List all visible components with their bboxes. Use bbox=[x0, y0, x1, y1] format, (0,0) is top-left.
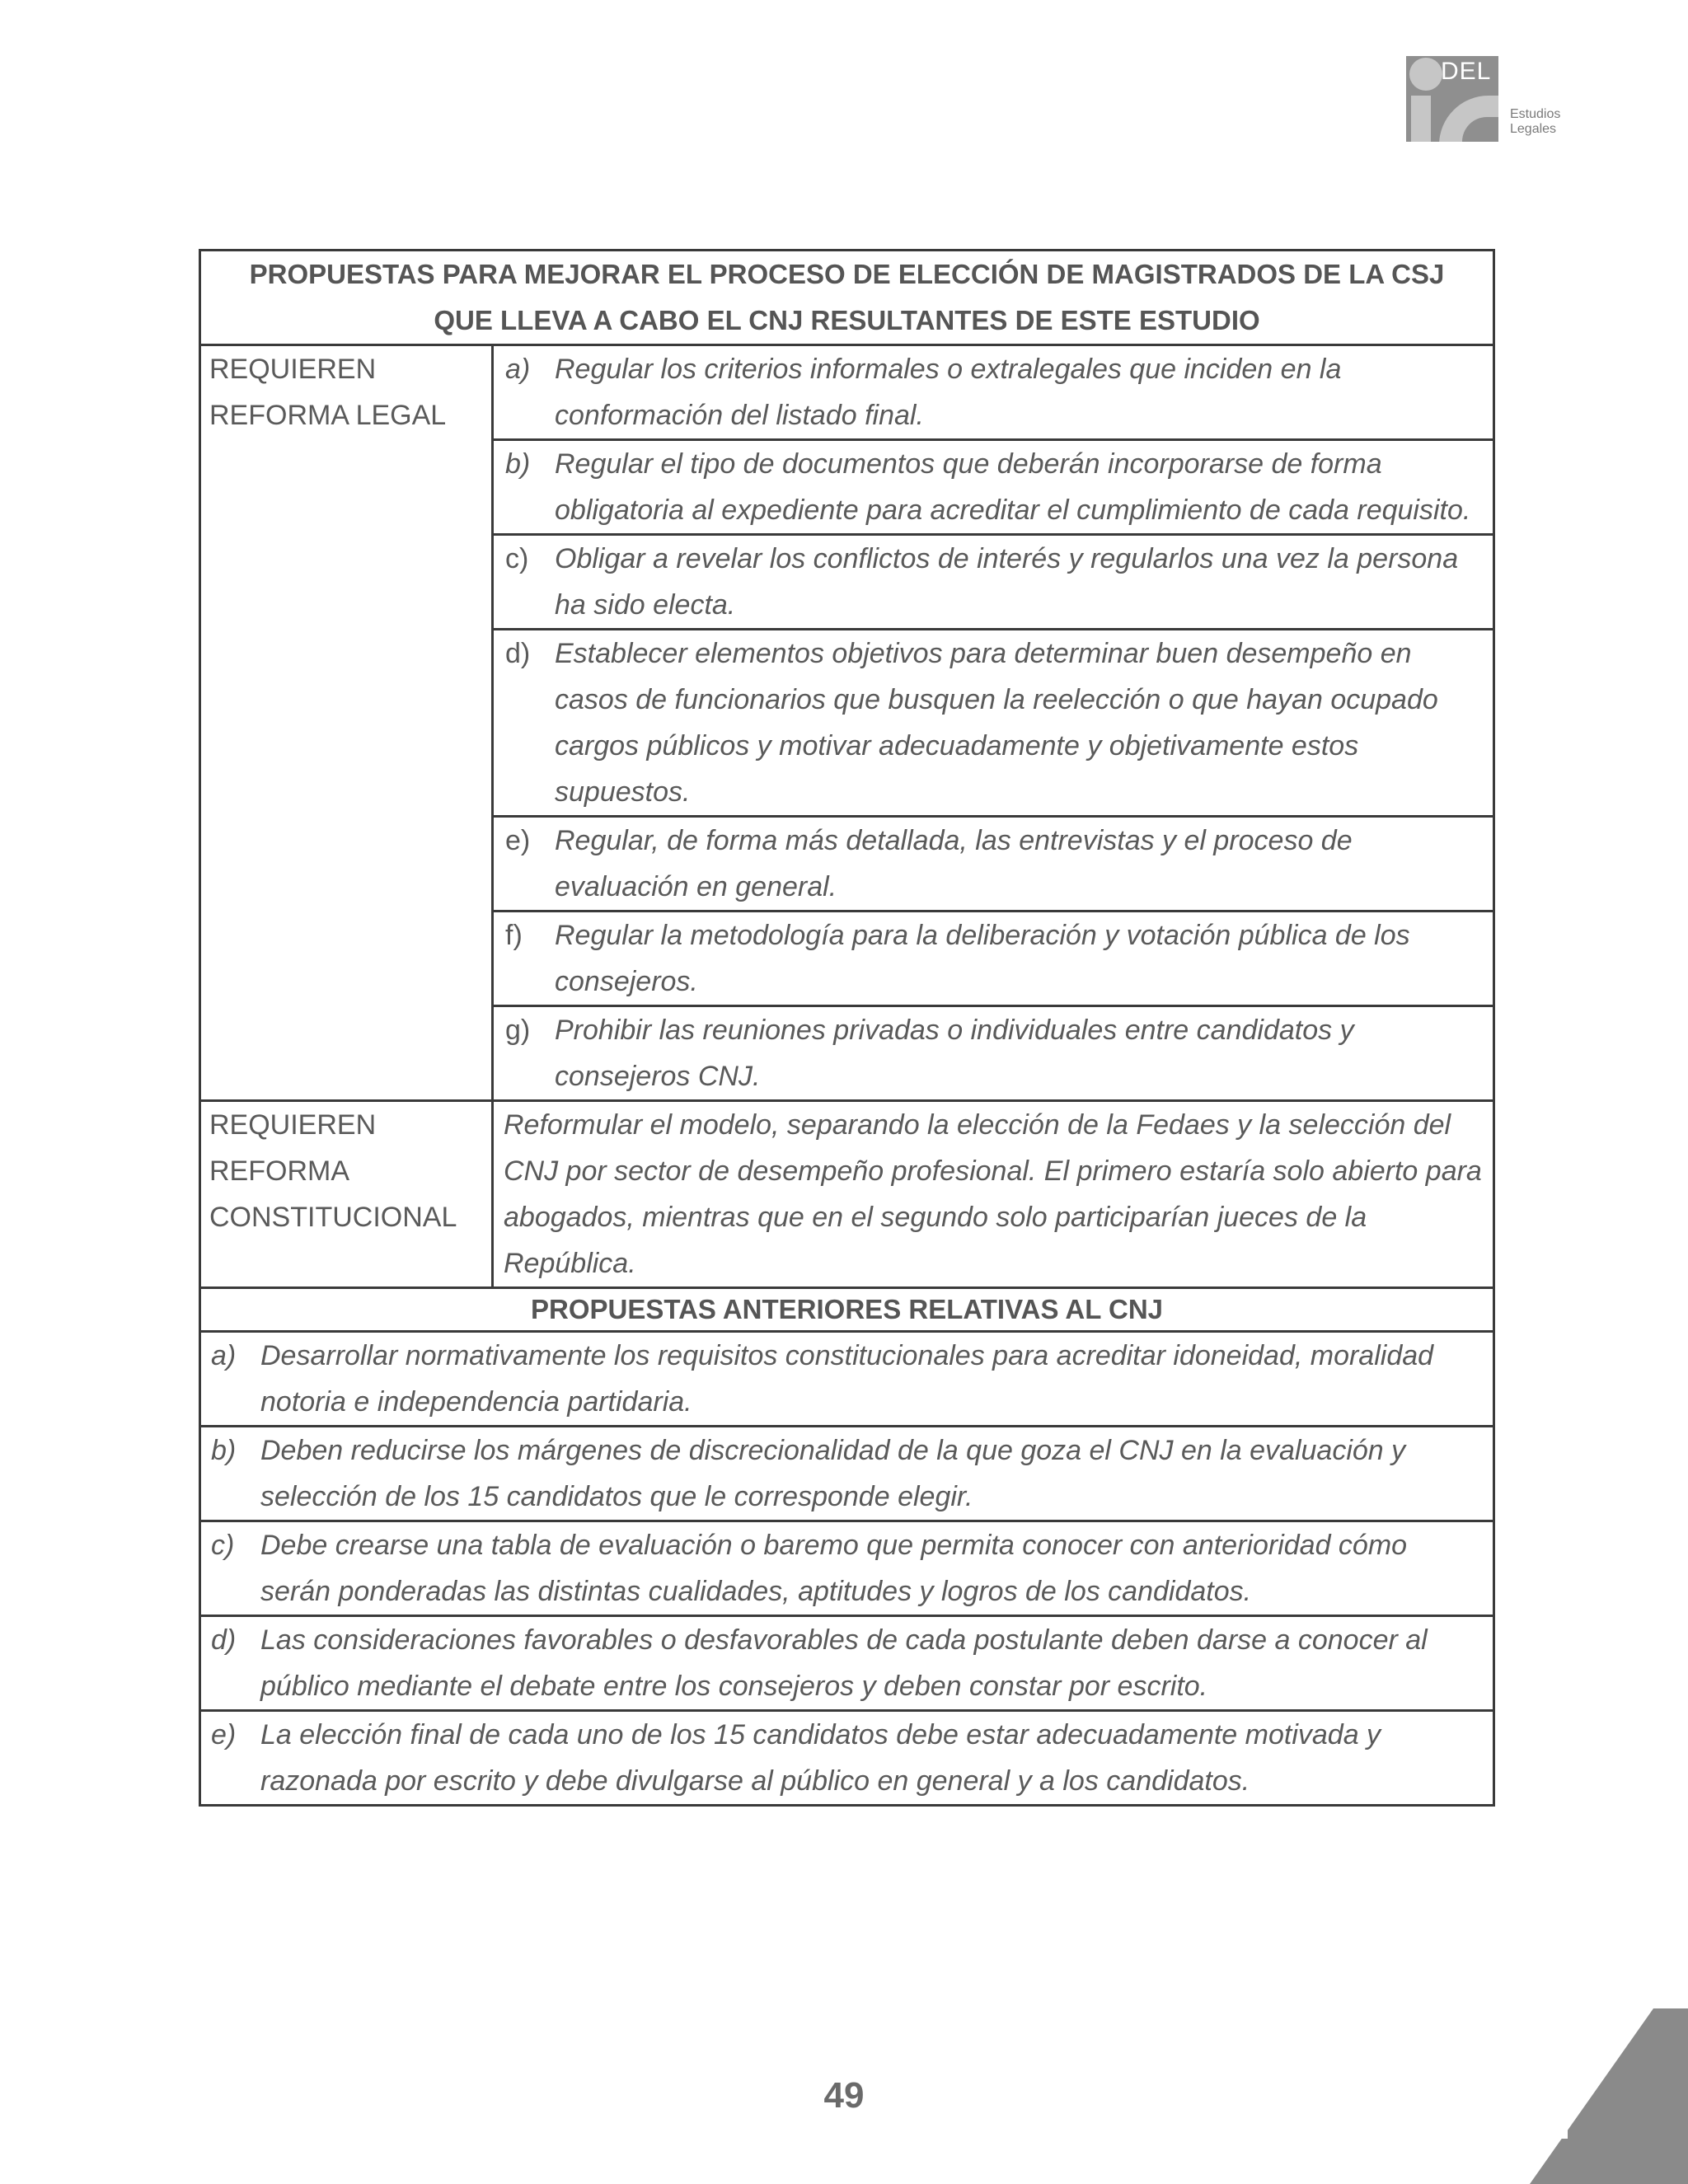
list-item bbox=[201, 1617, 1493, 1709]
list-item bbox=[201, 1712, 1493, 1804]
item-text: Regular la metodología para la deliberación y votación pública de los consejeros. bbox=[555, 920, 1410, 997]
logo-text-line1: Estudios bbox=[1510, 107, 1561, 121]
constitutional-text: Reformular el modelo, separando la elección de la Fedaes y la selección del CNJ por sector de desempeño profesional. El primero estaría solo abierto para abogados, mientras que en el segundo solo participarían jueces de la República. bbox=[493, 1101, 1494, 1288]
item-letter: d) bbox=[505, 638, 531, 669]
del-logo bbox=[1406, 56, 1561, 143]
list-item bbox=[494, 441, 1493, 533]
item-letter: b) bbox=[505, 448, 531, 480]
previous-title-row bbox=[200, 1288, 1494, 1332]
logo-letters: DEL bbox=[1441, 58, 1492, 85]
logo-text-line2: Legales bbox=[1510, 122, 1557, 136]
constitutional-label: REQUIEREN REFORMA CONSTITUCIONAL bbox=[200, 1101, 493, 1288]
item-letter: d) bbox=[211, 1624, 237, 1656]
legal-item-cell bbox=[493, 345, 1494, 440]
item-text: Regular los criterios informales o extralegales que inciden en la conformación del listado final. bbox=[555, 354, 1342, 431]
item-text: Prohibir las reuniones privadas o individuales entre candidatos y consejeros CNJ. bbox=[555, 1015, 1354, 1092]
legal-item-cell bbox=[493, 440, 1494, 535]
item-letter: a) bbox=[505, 354, 531, 385]
item-text: Deben reducirse los márgenes de discrecionalidad de la que goza el CNJ en la evaluación y selección de los 15 candidatos que le corresponde elegir. bbox=[260, 1435, 1406, 1512]
table-row bbox=[200, 1711, 1494, 1806]
list-item bbox=[201, 1333, 1493, 1425]
list-item bbox=[201, 1522, 1493, 1615]
table-title-row bbox=[200, 251, 1494, 345]
previous-title: PROPUESTAS ANTERIORES RELATIVAS AL CNJ bbox=[200, 1288, 1494, 1332]
legal-item-cell bbox=[493, 630, 1494, 817]
item-letter: a) bbox=[211, 1340, 237, 1371]
previous-item-cell bbox=[200, 1332, 1494, 1427]
previous-item-cell bbox=[200, 1616, 1494, 1711]
list-item bbox=[201, 1427, 1493, 1520]
list-item bbox=[494, 818, 1493, 910]
legal-item-cell bbox=[493, 817, 1494, 912]
logo-text bbox=[1510, 107, 1560, 137]
list-item bbox=[494, 1007, 1493, 1099]
previous-item-cell bbox=[200, 1427, 1494, 1521]
page-number: 49 bbox=[823, 2075, 865, 2116]
corner-decoration bbox=[1530, 2008, 1688, 2184]
logo-dot bbox=[1409, 58, 1442, 91]
item-text: Regular el tipo de documentos que deberán incorporarse de forma obligatoria al expediente para acreditar el cumplimiento de cada requisito. bbox=[555, 448, 1471, 526]
proposals-table bbox=[199, 249, 1495, 1807]
item-letter: c) bbox=[505, 543, 529, 574]
previous-item-cell bbox=[200, 1521, 1494, 1616]
logo-mark bbox=[1406, 56, 1498, 142]
item-letter: c) bbox=[211, 1530, 235, 1561]
item-text: Desarrollar normativamente los requisitos constitucionales para acreditar idoneidad, moralidad notoria e independencia partidaria. bbox=[260, 1340, 1434, 1418]
constitutional-row bbox=[200, 1101, 1494, 1288]
item-text: Establecer elementos objetivos para determinar buen desempeño en casos de funcionarios que busquen la reelección o que hayan ocupado cargos públicos y motivar adecuadamente y objetivamente estos supuestos. bbox=[555, 638, 1438, 808]
table-row bbox=[200, 345, 1494, 440]
list-item bbox=[494, 536, 1493, 628]
legal-item-cell bbox=[493, 1006, 1494, 1101]
list-item bbox=[494, 912, 1493, 1005]
table-row bbox=[200, 1521, 1494, 1616]
legal-label: REQUIEREN REFORMA LEGAL bbox=[200, 345, 493, 1101]
corner-triangle bbox=[1530, 2008, 1688, 2184]
item-text: Debe crearse una tabla de evaluación o baremo que permita conocer con anterioridad cómo serán ponderadas las distintas cualidades, aptitudes y logros de los candidatos. bbox=[260, 1530, 1408, 1607]
item-text: Las consideraciones favorables o desfavorables de cada postulante deben darse a conocer al público mediante el debate entre los consejeros y deben constar por escrito. bbox=[260, 1624, 1428, 1702]
legal-item-cell bbox=[493, 912, 1494, 1006]
table-row bbox=[200, 1332, 1494, 1427]
item-letter: e) bbox=[211, 1719, 237, 1750]
table-row bbox=[200, 1427, 1494, 1521]
logo-stem bbox=[1411, 96, 1431, 142]
table-title: PROPUESTAS PARA MEJORAR EL PROCESO DE ELECCIÓN DE MAGISTRADOS DE LA CSJ QUE LLEVA A CABO EL CNJ RESULTANTES DE ESTE ESTUDIO bbox=[200, 251, 1494, 345]
item-text: Regular, de forma más detallada, las entrevistas y el proceso de evaluación en general. bbox=[555, 825, 1353, 902]
item-letter: f) bbox=[505, 920, 523, 951]
previous-item-cell bbox=[200, 1711, 1494, 1806]
list-item bbox=[494, 630, 1493, 815]
item-letter: g) bbox=[505, 1015, 531, 1046]
legal-item-cell bbox=[493, 535, 1494, 630]
table-row bbox=[200, 1616, 1494, 1711]
list-item bbox=[494, 346, 1493, 438]
item-letter: b) bbox=[211, 1435, 237, 1466]
item-text: La elección final de cada uno de los 15 candidatos debe estar adecuadamente motivada y razonada por escrito y debe divulgarse al público en general y a los candidatos. bbox=[260, 1719, 1381, 1797]
item-letter: e) bbox=[505, 825, 531, 856]
item-text: Obligar a revelar los conflictos de interés y regularlos una vez la persona ha sido electa. bbox=[555, 543, 1459, 621]
